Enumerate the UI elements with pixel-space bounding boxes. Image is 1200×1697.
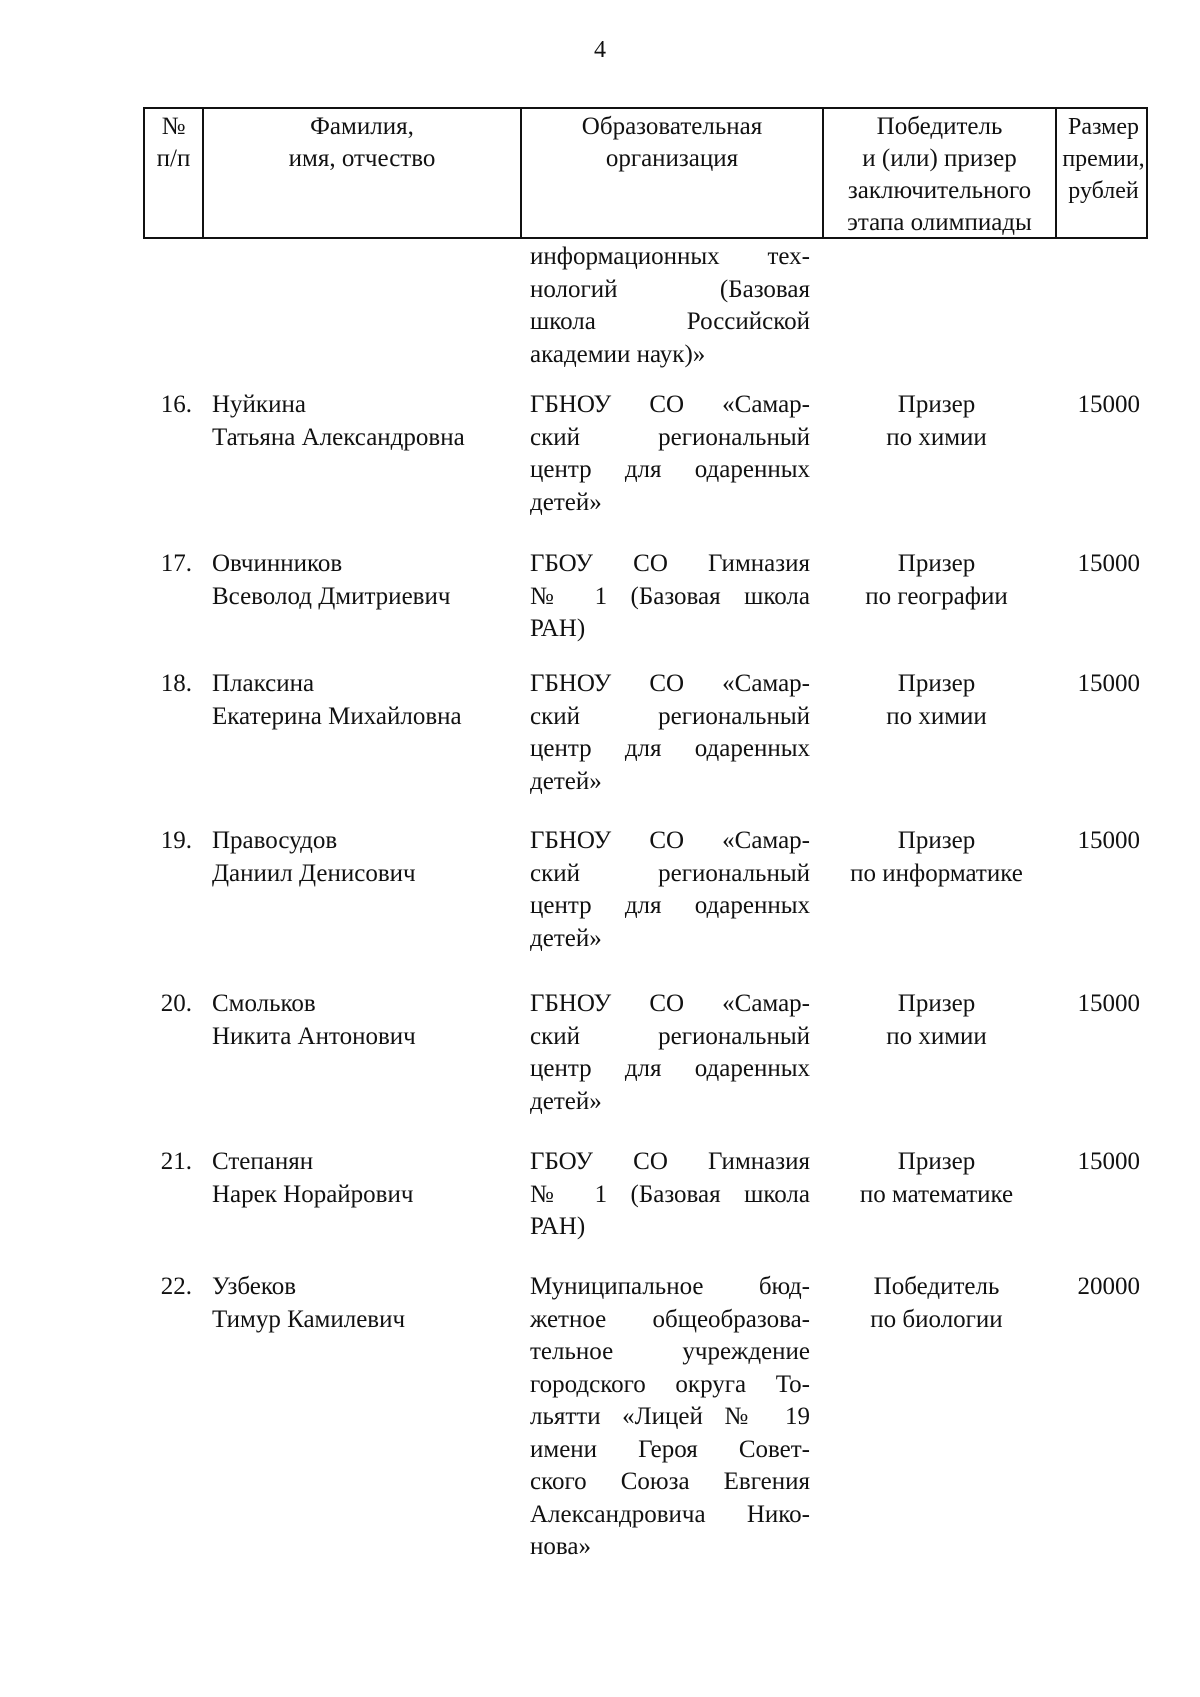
prize-amount: 15000 xyxy=(1077,550,1140,577)
person-name-cell xyxy=(200,988,518,1146)
org-line: имени Героя Совет- xyxy=(530,1435,810,1463)
header-name xyxy=(202,109,520,239)
org-line: льятти «Лицей № 19 xyxy=(530,1403,810,1430)
result-line: по химии xyxy=(886,1022,987,1050)
header-line: премии, xyxy=(1062,146,1145,172)
result-cell xyxy=(820,548,1053,668)
result-line: Призер xyxy=(897,391,976,418)
name-line: Правосудов xyxy=(212,827,338,854)
org-line: ГБОУ СО Гимназия xyxy=(530,1148,810,1175)
prize-amount: 20000 xyxy=(1077,1273,1140,1300)
org-line: детей» xyxy=(530,488,602,516)
org-line: детей» xyxy=(530,1087,602,1115)
table-row xyxy=(143,548,1148,668)
name-line: Узбеков xyxy=(212,1273,297,1300)
result-line: Призер xyxy=(897,1148,976,1175)
org-line: ГБНОУ СО «Самар- xyxy=(530,391,810,418)
name-line: Овчинников xyxy=(212,550,343,577)
prize-amount: 15000 xyxy=(1077,670,1140,697)
org-line: информационных тех- xyxy=(530,243,810,270)
name-line: Тимур Камилевич xyxy=(212,1305,406,1333)
org-line: ский региональный xyxy=(530,1022,810,1050)
header-number xyxy=(145,109,202,239)
result-line: по географии xyxy=(865,582,1008,610)
org-line: школа Российской xyxy=(530,308,810,335)
organization-cell xyxy=(518,1271,820,1571)
result-line: Победитель xyxy=(873,1273,1000,1300)
header-line: организация xyxy=(605,145,739,172)
header-line: и (или) призер xyxy=(862,145,1017,172)
table-row xyxy=(143,825,1148,988)
header-organization xyxy=(520,109,822,239)
winners-table xyxy=(143,107,1148,1571)
person-name-cell xyxy=(200,825,518,988)
name-line: Всеволод Дмитриевич xyxy=(212,582,451,610)
result-line: Призер xyxy=(897,827,976,854)
org-line: ГБНОУ СО «Самар- xyxy=(530,990,810,1017)
prize-amount: 15000 xyxy=(1077,827,1140,854)
result-cell xyxy=(820,988,1053,1146)
header-line: рублей xyxy=(1068,178,1139,204)
org-line: жетное общеобразова- xyxy=(530,1305,810,1333)
name-line: Нарек Норайрович xyxy=(212,1180,414,1208)
result-cell xyxy=(820,389,1053,548)
organization-cell xyxy=(518,668,820,825)
row-number: 21. xyxy=(160,1148,192,1175)
result-line: Призер xyxy=(897,990,976,1017)
row-number: 18. xyxy=(160,670,192,697)
row-number: 20. xyxy=(160,990,192,1017)
name-line: Нуйкина xyxy=(212,391,306,418)
org-line: нова» xyxy=(530,1533,591,1560)
organization-cell xyxy=(518,1146,820,1271)
org-line: ГБОУ СО Гимназия xyxy=(530,550,810,577)
page-number: 4 xyxy=(594,37,606,63)
name-line: Степанян xyxy=(212,1148,314,1175)
row-number: 16. xyxy=(160,391,192,418)
name-line: Даниил Денисович xyxy=(212,859,416,887)
header-line: Образовательная xyxy=(581,113,763,140)
name-line: Татьяна Александровна xyxy=(212,423,465,451)
table-row-continuation xyxy=(143,241,1148,389)
org-line: РАН) xyxy=(530,1213,586,1240)
header-line: этапа олимпиады xyxy=(847,209,1032,236)
result-line: Призер xyxy=(897,670,976,697)
person-name-cell xyxy=(200,1271,518,1571)
org-line: Муниципальное бюд- xyxy=(530,1273,810,1300)
prize-amount: 15000 xyxy=(1077,391,1140,418)
org-line: центр для одаренных xyxy=(530,1055,810,1082)
org-line: городского округа То- xyxy=(530,1370,810,1398)
org-line: нологий (Базовая xyxy=(530,275,810,303)
org-line: центр для одаренных xyxy=(530,456,810,483)
header-line: № xyxy=(161,113,186,140)
org-line: ГБНОУ СО «Самар- xyxy=(530,827,810,854)
header-line: п/п xyxy=(156,145,191,172)
table-row xyxy=(143,1146,1148,1271)
person-name-cell xyxy=(200,389,518,548)
org-line: ский региональный xyxy=(530,702,810,730)
header-result xyxy=(822,109,1055,239)
organization-cell xyxy=(518,389,820,548)
result-line: по математике xyxy=(859,1180,1014,1208)
table-header-row xyxy=(143,107,1148,239)
org-line: тельное учреждение xyxy=(530,1338,810,1365)
org-line: академии наук)» xyxy=(530,340,706,368)
result-cell xyxy=(820,825,1053,988)
result-cell xyxy=(820,1146,1053,1271)
result-line: Призер xyxy=(897,550,976,577)
org-line: ского Союза Евгения xyxy=(530,1468,810,1495)
header-line: заключительного xyxy=(847,177,1032,204)
organization-cell xyxy=(518,548,820,668)
row-number: 19. xyxy=(160,827,192,854)
org-line: детей» xyxy=(530,767,602,795)
org-line: Александровича Нико- xyxy=(530,1500,810,1528)
org-line: центр для одаренных xyxy=(530,735,810,762)
organization-cell xyxy=(518,988,820,1146)
person-name-cell xyxy=(200,1146,518,1271)
prize-amount: 15000 xyxy=(1077,990,1140,1017)
result-cell xyxy=(820,668,1053,825)
result-line: по химии xyxy=(886,423,987,451)
table-row xyxy=(143,389,1148,548)
table-row xyxy=(143,1271,1148,1571)
name-line: Екатерина Михайловна xyxy=(212,702,462,730)
org-line: центр для одаренных xyxy=(530,892,810,919)
org-line: РАН) xyxy=(530,615,586,642)
org-line: ГБНОУ СО «Самар- xyxy=(530,670,810,697)
org-line: № 1 (Базовая школа xyxy=(530,582,810,610)
result-cell xyxy=(820,1271,1053,1571)
header-line: Победитель xyxy=(876,113,1003,140)
result-line: по биологии xyxy=(870,1305,1003,1333)
table-row xyxy=(143,988,1148,1146)
organization-cell xyxy=(518,825,820,988)
name-line: Никита Антонович xyxy=(212,1022,416,1050)
prize-amount: 15000 xyxy=(1077,1148,1140,1175)
name-line: Смольков xyxy=(212,990,316,1017)
organization-cell xyxy=(518,241,820,389)
person-name-cell xyxy=(200,668,518,825)
result-line: по информатике xyxy=(850,859,1023,887)
header-line: Фамилия, xyxy=(310,113,414,140)
org-line: № 1 (Базовая школа xyxy=(530,1180,810,1208)
org-line: ский региональный xyxy=(530,859,810,887)
org-line: ский региональный xyxy=(530,423,810,451)
name-line: Плаксина xyxy=(212,670,315,697)
header-line: имя, отчество xyxy=(288,145,436,172)
person-name-cell xyxy=(200,548,518,668)
org-line: детей» xyxy=(530,924,602,952)
result-line: по химии xyxy=(886,702,987,730)
row-number: 22. xyxy=(160,1273,192,1300)
row-number: 17. xyxy=(160,550,192,577)
header-prize xyxy=(1055,109,1150,239)
table-row xyxy=(143,668,1148,825)
header-line: Размер xyxy=(1068,114,1139,140)
